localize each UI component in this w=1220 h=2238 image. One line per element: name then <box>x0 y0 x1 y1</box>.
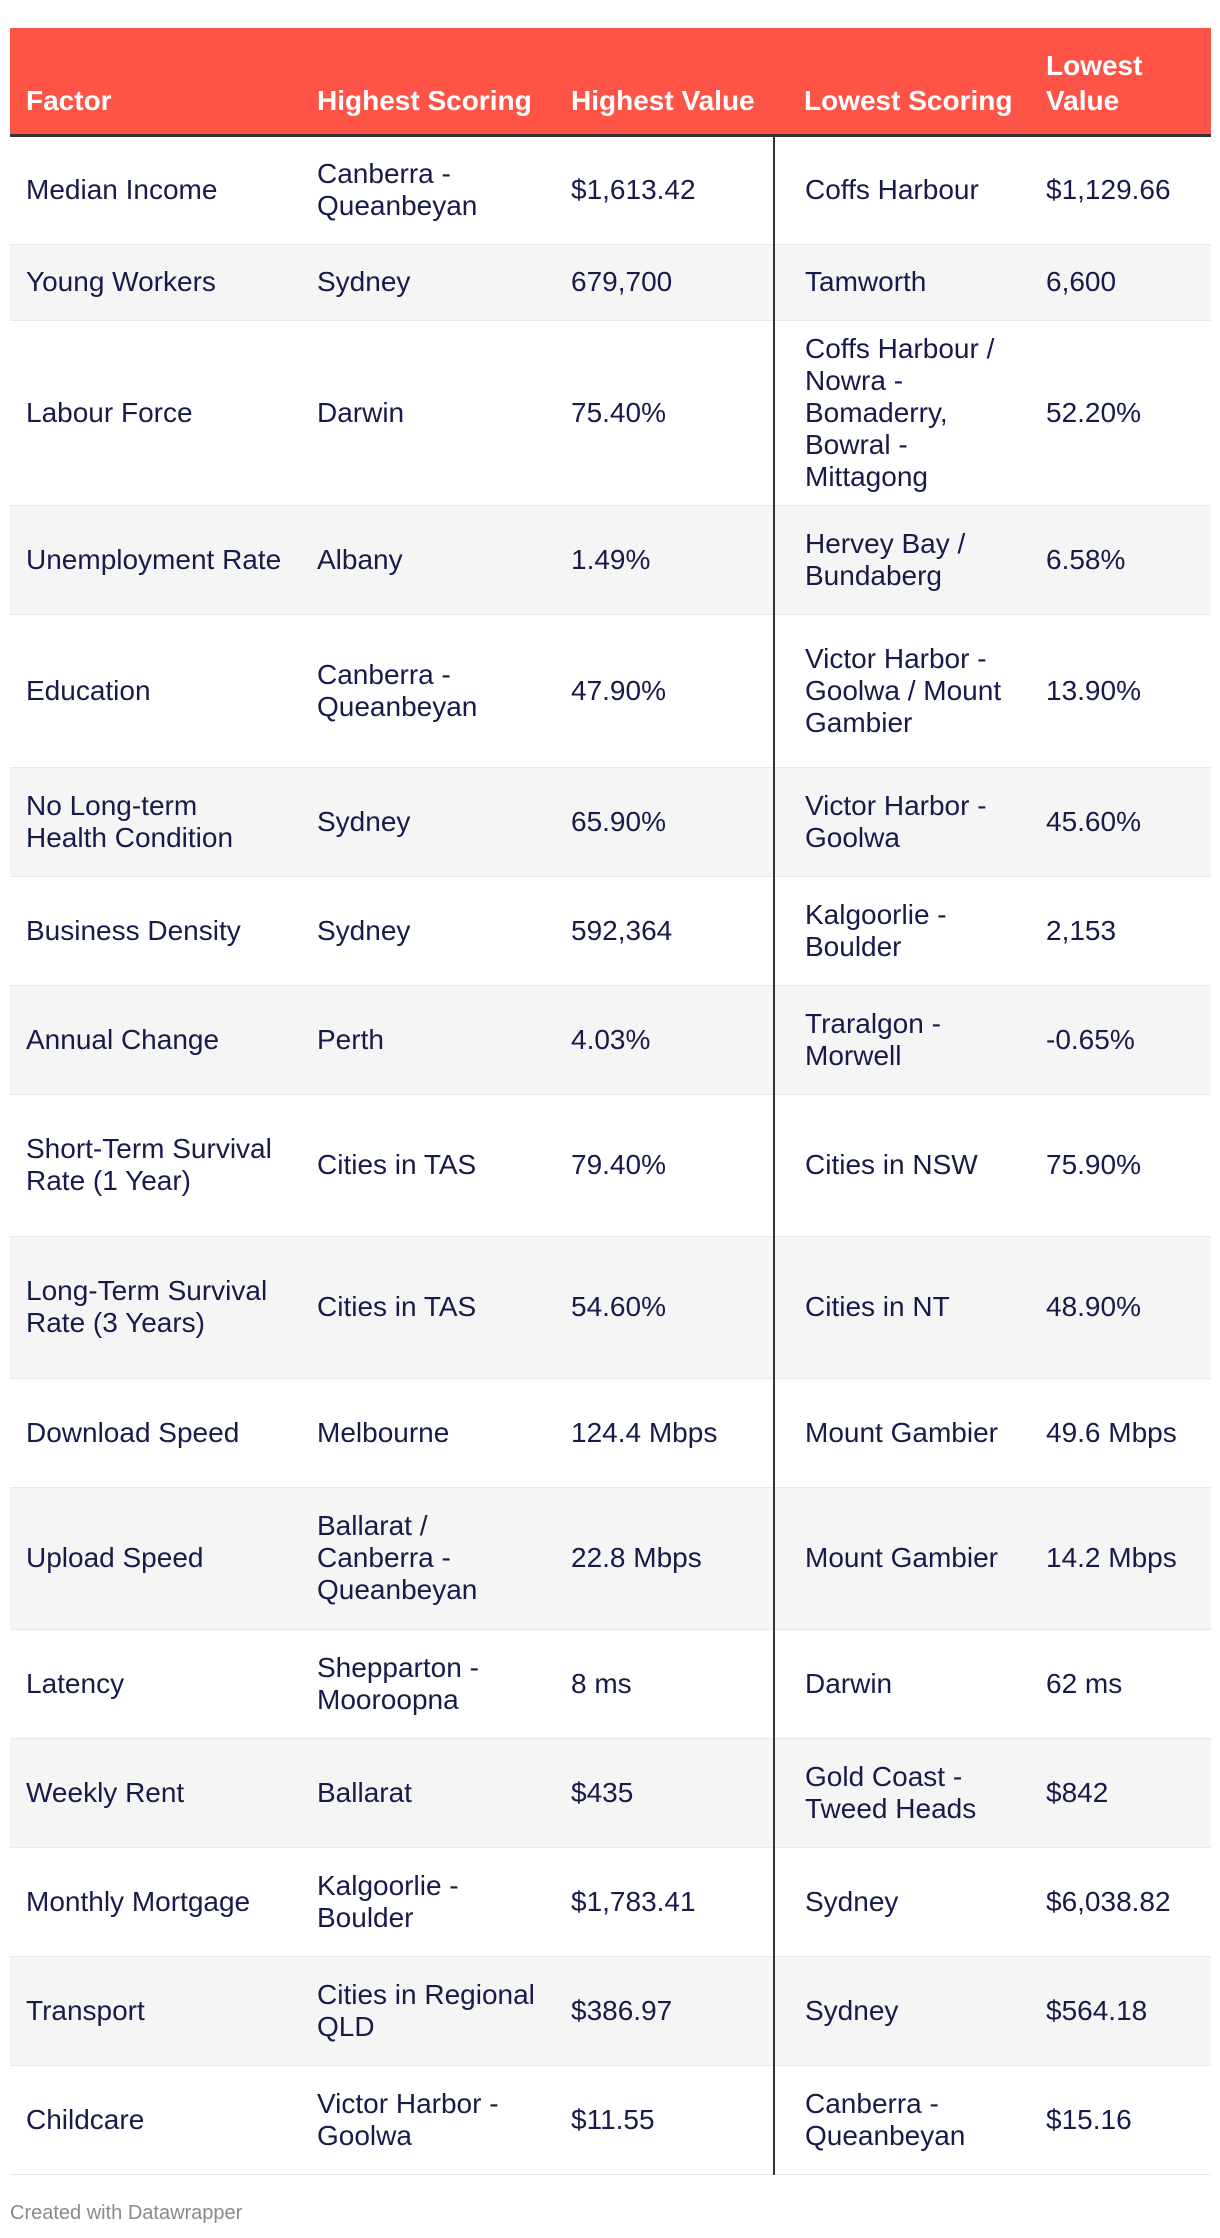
cell-lowest-value: 62 ms <box>1030 1629 1211 1738</box>
cell-lowest-scoring: Kalgoorlie - Boulder <box>774 876 1030 985</box>
cell-factor: Long-Term Survival Rate (3 Years) <box>10 1236 301 1378</box>
cell-highest-value: 124.4 Mbps <box>555 1378 774 1487</box>
cell-highest-scoring: Canberra - Queanbeyan <box>301 135 555 244</box>
header-highest-value[interactable]: Highest Value <box>555 28 774 135</box>
cell-lowest-scoring: Traralgon - Morwell <box>774 985 1030 1094</box>
cell-lowest-scoring: Cities in NSW <box>774 1094 1030 1236</box>
cell-lowest-value: 45.60% <box>1030 767 1211 876</box>
cell-lowest-scoring: Sydney <box>774 1847 1030 1956</box>
cell-factor: Monthly Mortgage <box>10 1847 301 1956</box>
cell-lowest-value: $564.18 <box>1030 1956 1211 2065</box>
cell-factor: Latency <box>10 1629 301 1738</box>
cell-lowest-scoring: Hervey Bay / Bundaberg <box>774 505 1030 614</box>
cell-highest-value: $386.97 <box>555 1956 774 2065</box>
cell-highest-value: 679,700 <box>555 244 774 320</box>
header-lowest-value[interactable]: Lowest Value <box>1030 28 1211 135</box>
table-row <box>10 1847 1211 1956</box>
cell-lowest-scoring: Darwin <box>774 1629 1030 1738</box>
cell-lowest-value: 14.2 Mbps <box>1030 1487 1211 1629</box>
cell-lowest-value: 49.6 Mbps <box>1030 1378 1211 1487</box>
cell-lowest-scoring: Mount Gambier <box>774 1487 1030 1629</box>
cell-factor: Transport <box>10 1956 301 2065</box>
table-row <box>10 876 1211 985</box>
table-body <box>10 135 1211 2174</box>
table-row <box>10 135 1211 244</box>
cell-factor: Business Density <box>10 876 301 985</box>
cell-highest-scoring: Sydney <box>301 876 555 985</box>
cell-highest-scoring: Cities in Regional QLD <box>301 1956 555 2065</box>
cell-lowest-scoring: Tamworth <box>774 244 1030 320</box>
cell-highest-value: 79.40% <box>555 1094 774 1236</box>
cell-lowest-value: 48.90% <box>1030 1236 1211 1378</box>
cell-highest-scoring: Ballarat <box>301 1738 555 1847</box>
table-row <box>10 1956 1211 2065</box>
table-row <box>10 1738 1211 1847</box>
cell-lowest-scoring: Canberra - Queanbeyan <box>774 2065 1030 2174</box>
cell-factor: Median Income <box>10 135 301 244</box>
cell-highest-value: 47.90% <box>555 614 774 767</box>
cell-factor: Upload Speed <box>10 1487 301 1629</box>
cell-highest-value: 22.8 Mbps <box>555 1487 774 1629</box>
cell-lowest-value: $1,129.66 <box>1030 135 1211 244</box>
cell-lowest-scoring: Coffs Harbour / Nowra - Bomaderry, Bowral - Mittagong <box>774 320 1030 505</box>
cell-factor: Annual Change <box>10 985 301 1094</box>
cell-lowest-scoring: Sydney <box>774 1956 1030 2065</box>
cell-highest-value: $1,613.42 <box>555 135 774 244</box>
cell-lowest-value: 6,600 <box>1030 244 1211 320</box>
cell-lowest-scoring: Victor Harbor - Goolwa <box>774 767 1030 876</box>
cell-lowest-value: $6,038.82 <box>1030 1847 1211 1956</box>
cell-highest-scoring: Sydney <box>301 767 555 876</box>
cell-lowest-value: 2,153 <box>1030 876 1211 985</box>
cell-factor: Unemployment Rate <box>10 505 301 614</box>
cell-highest-scoring: Cities in TAS <box>301 1236 555 1378</box>
cell-lowest-value: 6.58% <box>1030 505 1211 614</box>
cell-lowest-value: 75.90% <box>1030 1094 1211 1236</box>
cell-highest-value: $11.55 <box>555 2065 774 2174</box>
table-row <box>10 320 1211 505</box>
cell-lowest-value: 52.20% <box>1030 320 1211 505</box>
header-factor[interactable]: Factor <box>10 28 301 135</box>
cell-lowest-value: $15.16 <box>1030 2065 1211 2174</box>
table-row <box>10 1378 1211 1487</box>
cell-factor: Download Speed <box>10 1378 301 1487</box>
table-row <box>10 1629 1211 1738</box>
cell-lowest-value: -0.65% <box>1030 985 1211 1094</box>
header-highest-scoring[interactable]: Highest Scoring <box>301 28 555 135</box>
cell-factor: Young Workers <box>10 244 301 320</box>
cell-lowest-scoring: Victor Harbor - Goolwa / Mount Gambier <box>774 614 1030 767</box>
cell-lowest-scoring: Cities in NT <box>774 1236 1030 1378</box>
footer-credit: Created with Datawrapper <box>10 2202 243 2224</box>
cell-highest-scoring: Cities in TAS <box>301 1094 555 1236</box>
table-row <box>10 767 1211 876</box>
cell-lowest-scoring: Gold Coast - Tweed Heads <box>774 1738 1030 1847</box>
cell-highest-value: 65.90% <box>555 767 774 876</box>
cell-highest-value: $435 <box>555 1738 774 1847</box>
cell-factor: No Long-term Health Condition <box>10 767 301 876</box>
header-row <box>10 28 1211 135</box>
header-lowest-scoring[interactable]: Lowest Scoring <box>774 28 1030 135</box>
cell-highest-value: 1.49% <box>555 505 774 614</box>
cell-highest-scoring: Perth <box>301 985 555 1094</box>
table-row <box>10 2065 1211 2174</box>
cell-highest-scoring: Victor Harbor - Goolwa <box>301 2065 555 2174</box>
cell-highest-value: 8 ms <box>555 1629 774 1738</box>
cell-highest-scoring: Ballarat / Canberra - Queanbeyan <box>301 1487 555 1629</box>
cell-highest-scoring: Sydney <box>301 244 555 320</box>
cell-highest-value: 75.40% <box>555 320 774 505</box>
cell-highest-value: $1,783.41 <box>555 1847 774 1956</box>
cell-factor: Childcare <box>10 2065 301 2174</box>
cell-factor: Labour Force <box>10 320 301 505</box>
cell-highest-scoring: Kalgoorlie - Boulder <box>301 1847 555 1956</box>
table-row <box>10 614 1211 767</box>
table-row <box>10 1236 1211 1378</box>
cell-highest-scoring: Melbourne <box>301 1378 555 1487</box>
cell-highest-value: 4.03% <box>555 985 774 1094</box>
data-table <box>10 28 1211 2175</box>
cell-lowest-value: $842 <box>1030 1738 1211 1847</box>
cell-highest-scoring: Canberra - Queanbeyan <box>301 614 555 767</box>
cell-factor: Weekly Rent <box>10 1738 301 1847</box>
table-row <box>10 505 1211 614</box>
cell-lowest-value: 13.90% <box>1030 614 1211 767</box>
cell-highest-value: 54.60% <box>555 1236 774 1378</box>
table-row <box>10 985 1211 1094</box>
table-row <box>10 1487 1211 1629</box>
table-header <box>10 28 1211 135</box>
cell-lowest-scoring: Coffs Harbour <box>774 135 1030 244</box>
cell-highest-value: 592,364 <box>555 876 774 985</box>
cell-highest-scoring: Shepparton - Mooroopna <box>301 1629 555 1738</box>
cell-highest-scoring: Darwin <box>301 320 555 505</box>
cell-factor: Education <box>10 614 301 767</box>
cell-highest-scoring: Albany <box>301 505 555 614</box>
cell-lowest-scoring: Mount Gambier <box>774 1378 1030 1487</box>
table-row <box>10 1094 1211 1236</box>
cell-factor: Short-Term Survival Rate (1 Year) <box>10 1094 301 1236</box>
table-row <box>10 244 1211 320</box>
